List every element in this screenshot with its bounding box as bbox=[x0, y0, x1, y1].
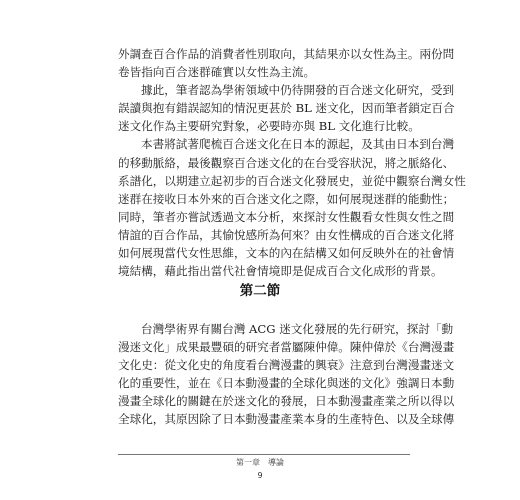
footer-divider bbox=[118, 454, 410, 455]
text-line: 本書將試著爬梳百合迷文化在日本的源起，及其由日本到台灣 bbox=[141, 137, 455, 152]
text-line: 同時，筆者亦嘗試透過文本分析，來探討女性觀看女性與女性之間 bbox=[118, 209, 455, 224]
text-line: 迷群在接收日本外來的百合迷文化之際，如何展現迷群的能動性； bbox=[118, 191, 455, 206]
text-line: 全球化，其原因除了日本動漫畫產業本身的生產特色、以及全球傳 bbox=[118, 412, 455, 427]
section-2-text bbox=[118, 320, 455, 429]
text-line: 文化史：從文化史的角度看台灣漫畫的興衰》注意到台灣漫畫迷文 bbox=[118, 358, 455, 373]
text-line: 化的重要性，並在《日本動漫畫的全球化與迷的文化》強調日本動 bbox=[118, 376, 455, 391]
section-1-text bbox=[118, 45, 466, 280]
text-line: 外調查百合作品的消費者性別取向，其結果亦以女性為主。兩份問 bbox=[118, 47, 455, 61]
text-line: 系譜化，以期建立起初步的百合迷文化發展史，並從中觀察台灣女性 bbox=[118, 173, 466, 188]
chapter-footer-label: 第一章 導論 bbox=[236, 458, 284, 467]
text-line: 的移動脈絡，最後觀察百合迷文化的在台受容狀況，將之脈絡化、 bbox=[118, 155, 455, 170]
text-line: 台灣學術界有關台灣 ACG 迷文化發展的先行研究，探討「動 bbox=[141, 322, 454, 336]
text-line: 迷文化作為主要研究對象，必要時亦與 BL 文化進行比較。 bbox=[118, 119, 420, 134]
text-line: 如何展現當代女性思維，文本的內在結構又如何反映外在的社會情 bbox=[118, 246, 455, 261]
page-number: 9 bbox=[257, 471, 263, 480]
text-line: 漫迷文化」成果最豐碩的研究者當屬陳仲偉。陳仲偉於《台灣漫畫 bbox=[118, 340, 455, 355]
text-line: 情誼的百合作品，其愉悅感所為何來？由女性構成的百合迷文化將 bbox=[118, 227, 455, 242]
text-line: 漫畫全球化的關鍵在於迷文化的發展，日本動漫畫產業之所以得以 bbox=[118, 394, 455, 409]
section-heading: 第二節 bbox=[239, 283, 281, 299]
text-line: 誤讀與抱有錯誤認知的情況更甚於 BL 迷文化，因而筆者鎖定百合 bbox=[118, 101, 455, 116]
text-line: 境結構，藉此指出當代社會情境即是促成百合文化成形的背景。 bbox=[118, 264, 443, 279]
text-line: 卷皆指向百合迷群確實以女性為主流。 bbox=[118, 65, 316, 80]
text-line: 據此，筆者認為學術領域中仍待開發的百合迷文化研究，受到 bbox=[141, 83, 455, 98]
